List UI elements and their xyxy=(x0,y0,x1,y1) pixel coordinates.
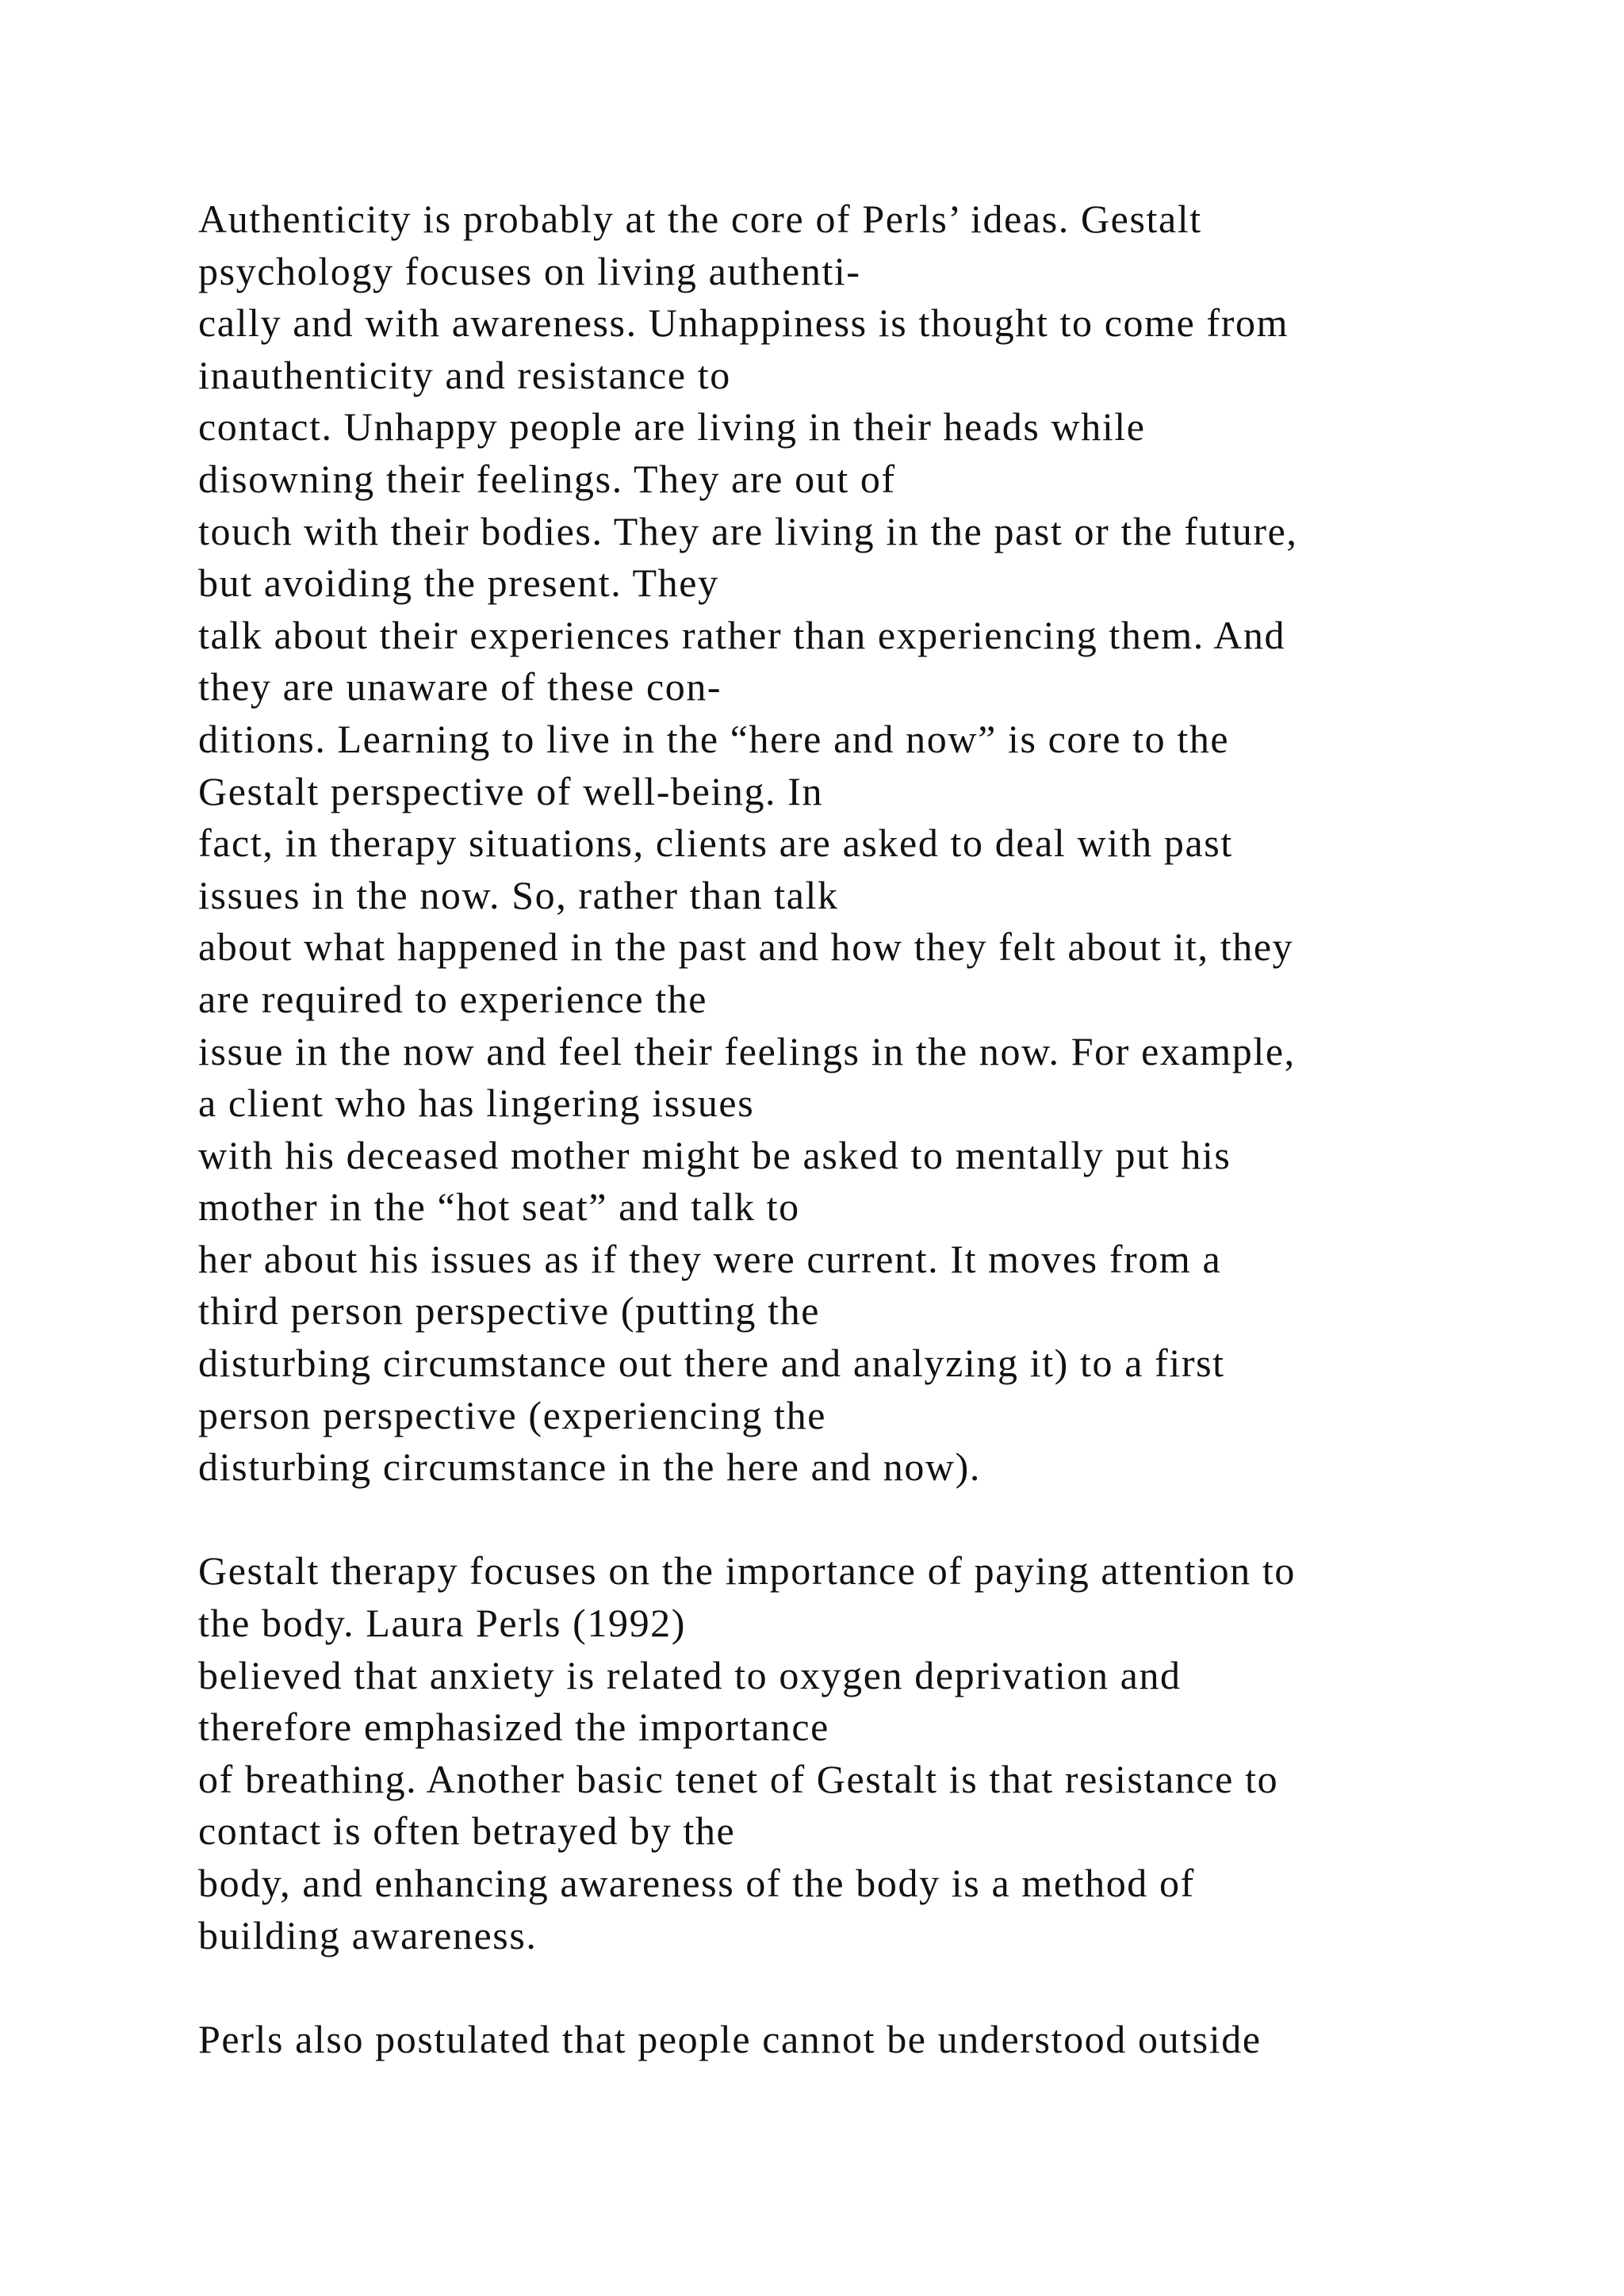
text-line: a client who has lingering issues xyxy=(198,1081,755,1126)
text-line: of breathing. Another basic tenet of Gestalt is that resistance to xyxy=(198,1756,1279,1801)
text-line: about what happened in the past and how they felt about it, they xyxy=(198,924,1294,970)
text-line: Authenticity is probably at the core of Perls’ ideas. Gestalt xyxy=(198,197,1202,241)
text-line: believed that anxiety is related to oxygen deprivation and xyxy=(198,1652,1182,1697)
text-line: Gestalt perspective of well-being. In xyxy=(198,768,824,813)
text-line: ditions. Learning to live in the “here and now” is core to the xyxy=(198,716,1230,761)
text-line: disturbing circumstance out there and analyzing it) to a first xyxy=(198,1341,1225,1386)
text-line: touch with their bodies. They are living in the past or the future, xyxy=(198,508,1298,553)
text-line: inauthenticity and resistance to xyxy=(198,352,731,397)
text-line: contact. Unhappy people are living in their heads while xyxy=(198,404,1146,450)
text-line: body, and enhancing awareness of the body is a method of xyxy=(198,1861,1195,1905)
text-line: third person perspective (putting the xyxy=(198,1288,821,1334)
text-line: the body. Laura Perls (1992) xyxy=(198,1601,687,1646)
paragraph-2 xyxy=(198,1545,1594,1961)
text-line: cally and with awareness. Unhappiness is thought to come from xyxy=(198,300,1289,346)
text-line: her about his issues as if they were current. It moves from a xyxy=(198,1236,1222,1281)
text-line: Perls also postulated that people cannot be understood outside xyxy=(198,2016,1262,2061)
text-line: person perspective (experiencing the xyxy=(198,1392,826,1437)
text-line: issue in the now and feel their feelings in the now. For example, xyxy=(198,1028,1296,1073)
text-line: building awareness. xyxy=(198,1912,538,1957)
text-line: they are unaware of these con- xyxy=(198,664,722,710)
text-line: therefore emphasized the importance xyxy=(198,1705,829,1750)
text-line: issues in the now. So, rather than talk xyxy=(198,872,839,917)
text-line: fact, in therapy situations, clients are asked to deal with past xyxy=(198,821,1233,866)
paragraph-3 xyxy=(198,2014,1594,2066)
text-line: are required to experience the xyxy=(198,976,708,1021)
text-line: talk about their experiences rather than experiencing them. And xyxy=(198,612,1286,657)
paragraph-gap xyxy=(198,1961,1594,2014)
text-line: Gestalt therapy focuses on the importance of paying attention to xyxy=(198,1548,1296,1594)
paragraph-1 xyxy=(198,193,1594,1494)
text-line: with his deceased mother might be asked to mentally put his xyxy=(198,1132,1231,1177)
paragraph-gap xyxy=(198,1494,1594,1546)
text-line: but avoiding the present. They xyxy=(198,561,719,606)
text-line: disowning their feelings. They are out of xyxy=(198,456,896,501)
text-line: psychology focuses on living authenti- xyxy=(198,248,861,293)
text-line: contact is often betrayed by the xyxy=(198,1808,736,1854)
document-body xyxy=(198,193,1594,2065)
text-line: mother in the “hot seat” and talk to xyxy=(198,1184,800,1230)
text-line: disturbing circumstance in the here and now). xyxy=(198,1445,981,1490)
